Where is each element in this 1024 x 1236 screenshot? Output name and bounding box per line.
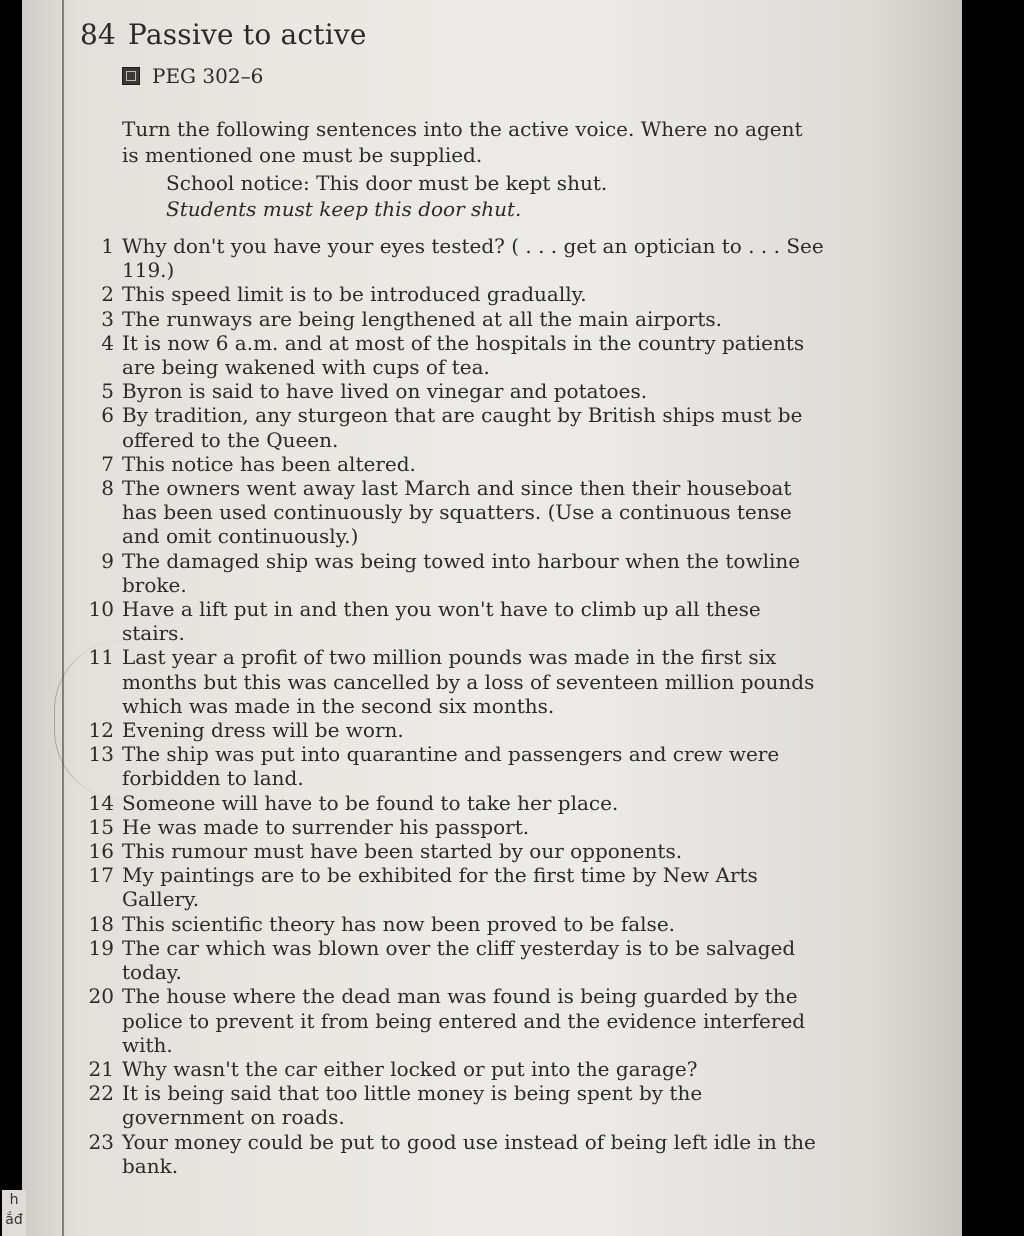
section-number: 84 <box>80 18 117 51</box>
exercise-sentence: Evening dress will be worn. <box>122 718 404 743</box>
exercise-item <box>84 718 824 742</box>
exercise-item <box>84 549 824 597</box>
exercise-number: 1 <box>101 234 114 258</box>
exercise-sentence: The house where the dead man was found is being guarded by the police to prevent it from being entered and the evidence interfered with. <box>122 984 806 1057</box>
exercise-item <box>84 912 824 936</box>
exercise-item <box>84 936 824 984</box>
exercise-item <box>84 331 824 379</box>
exercise-sentence: By tradition, any sturgeon that are caught by British ships must be offered to the Queen. <box>122 403 803 452</box>
exercise-sentence: He was made to surrender his passport. <box>122 814 530 839</box>
exercise-number: 18 <box>88 911 114 936</box>
exercise-number: 7 <box>101 451 114 476</box>
exercise-number: 9 <box>101 548 114 573</box>
instructions: Turn the following sentences into the active voice. Where no agent is mentioned one must be supplied. <box>122 117 803 167</box>
exercise-item <box>84 1057 824 1081</box>
exercise-sentence: It is now 6 a.m. and at most of the hospitals in the country patients are being wakened with cups of tea. <box>122 330 805 380</box>
exercise-item <box>84 234 824 282</box>
exercise-sentence: This rumour must have been started by our opponents. <box>122 839 683 864</box>
exercise-sentence: Have a lift put in and then you won't have to climb up all these stairs. <box>122 597 761 646</box>
grammar-reference <box>122 64 263 88</box>
example-block <box>166 170 607 222</box>
exercise-sentence: This notice has been altered. <box>122 451 416 476</box>
exercise-number: 17 <box>88 863 114 888</box>
exercise-number: 20 <box>88 984 114 1009</box>
exercise-item <box>84 863 824 911</box>
exercise-number: 8 <box>101 476 114 501</box>
exercise-sentence: Last year a profit of two million pounds was made in the first six months but this was cancelled by a loss of seventeen million pounds which was made in the second six months. <box>122 645 815 718</box>
exercise-item <box>84 597 824 645</box>
exercise-item <box>84 791 824 815</box>
exercise-item <box>84 282 824 306</box>
exercise-number: 4 <box>101 330 114 355</box>
exercise-item <box>84 452 824 476</box>
exercise-sentence: It is being said that too little money is being spent by the government on roads. <box>122 1081 703 1130</box>
exercise-item <box>84 476 824 549</box>
edge-fragment-text: h ắđ <box>2 1190 26 1236</box>
exercise-number: 19 <box>88 935 114 960</box>
exercise-item <box>84 984 824 1057</box>
exercise-item <box>84 839 824 863</box>
exercise-item <box>84 307 824 331</box>
exercise-number: 21 <box>88 1056 114 1081</box>
exercise-number: 3 <box>101 306 114 331</box>
reference-text: PEG 302–6 <box>152 64 264 88</box>
page-content <box>22 0 962 1236</box>
document-page <box>22 0 962 1236</box>
exercise-sentence: The owners went away last March and since then their houseboat has been used continuously by squatters. (Use a continuous tense and omit continuously.) <box>122 476 792 549</box>
example-active: Students must keep this door shut. <box>166 197 522 221</box>
exercise-item <box>84 1081 824 1129</box>
exercise-sentence: Byron is said to have lived on vinegar and potatoes. <box>122 379 648 404</box>
exercise-number: 16 <box>88 839 114 864</box>
exercise-number: 6 <box>101 403 114 428</box>
exercise-item <box>84 815 824 839</box>
exercise-number: 13 <box>88 742 114 767</box>
exercise-number: 23 <box>88 1129 114 1154</box>
exercise-number: 14 <box>88 790 114 815</box>
exercise-item <box>84 379 824 403</box>
exercise-number: 11 <box>88 645 114 670</box>
example-passive: School notice: This door must be kept shut. <box>166 171 608 195</box>
exercise-sentence: Someone will have to be found to take her place. <box>122 790 619 815</box>
exercise-sentence: The car which was blown over the cliff yesterday is to be salvaged today. <box>122 935 796 985</box>
exercise-sentence: Your money could be put to good use instead of being left idle in the bank. <box>122 1129 816 1178</box>
exercise-sentence: The ship was put into quarantine and passengers and crew were forbidden to land. <box>122 742 780 791</box>
exercise-item <box>84 742 824 790</box>
exercise-sentence: This scientific theory has now been proved to be false. <box>122 911 676 936</box>
exercise-item <box>84 645 824 718</box>
exercise-sentence: The damaged ship was being towed into harbour when the towline broke. <box>122 548 801 597</box>
exercise-sentence: Why don't you have your eyes tested? ( . . . get an optician to . . . See 119.) <box>122 234 824 283</box>
exercise-number: 10 <box>88 597 114 622</box>
section-heading <box>80 18 367 51</box>
exercise-number: 5 <box>101 379 114 404</box>
exercise-sentence: The runways are being lengthened at all the main airports. <box>122 306 722 331</box>
exercise-number: 22 <box>88 1081 114 1106</box>
exercise-number: 15 <box>88 814 114 839</box>
exercise-number: 2 <box>101 282 114 307</box>
exercise-item <box>84 1130 824 1178</box>
exercise-sentence: My paintings are to be exhibited for the first time by New Arts Gallery. <box>122 863 758 912</box>
section-title: Passive to active <box>128 18 367 51</box>
exercise-number: 12 <box>88 718 114 743</box>
exercise-sentence: This speed limit is to be introduced gradually. <box>122 282 587 307</box>
reference-book-icon <box>122 67 140 85</box>
exercise-sentence: Why wasn't the car either locked or put into the garage? <box>122 1056 698 1081</box>
exercise-list <box>84 234 824 1178</box>
exercise-item <box>84 403 824 451</box>
